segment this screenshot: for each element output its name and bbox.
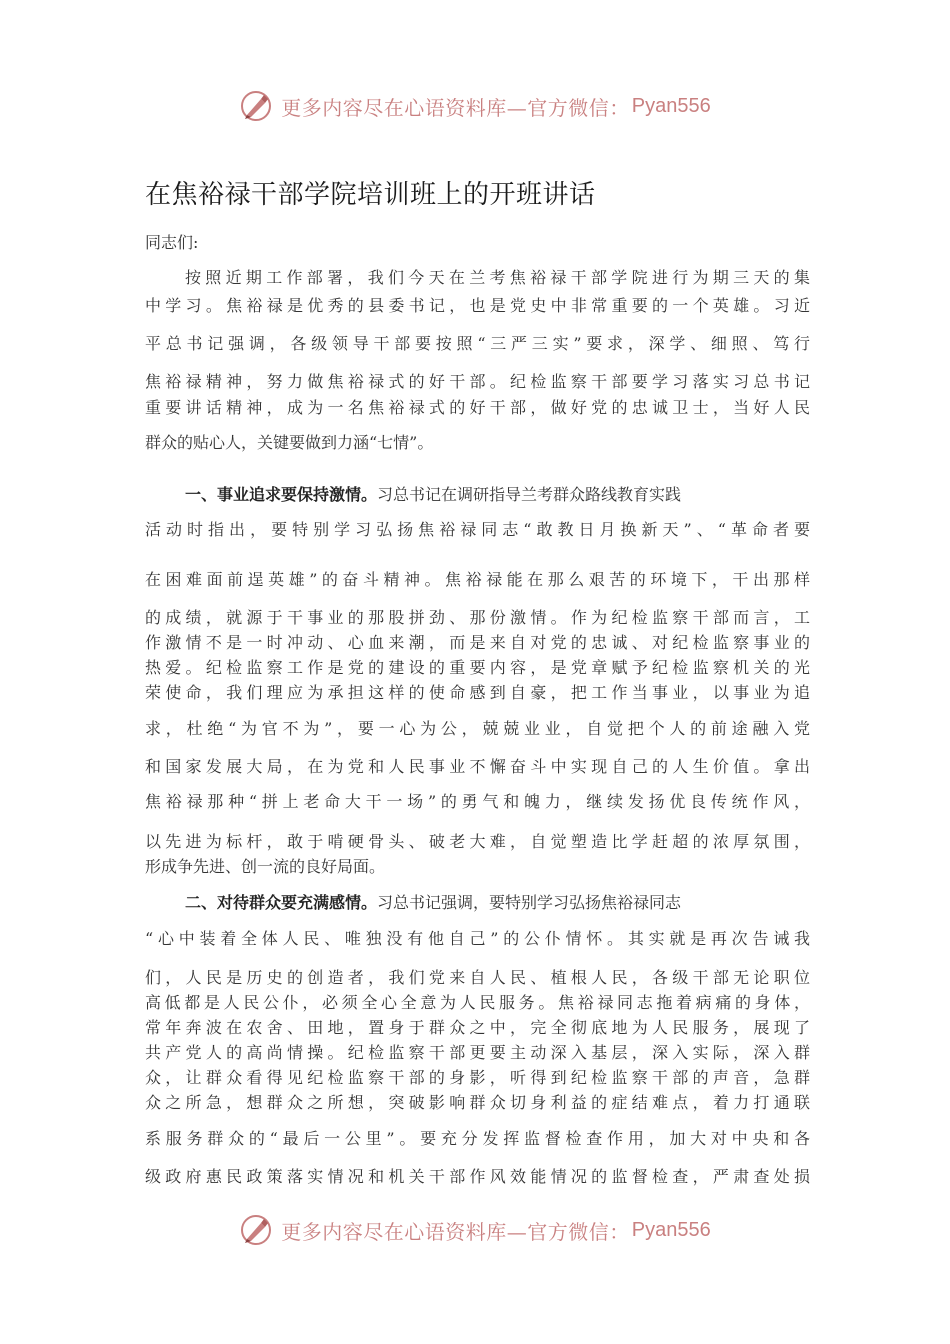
- body-line: 在困难面前逞英雄”的奋斗精神。焦裕禄能在那么艰苦的环境下，干出那样: [145, 570, 810, 589]
- body-line: 平总书记强调，各级领导干部要按照“三严三实”要求，深学、细照、笃行: [145, 334, 810, 353]
- body-line: 众之所急，想群众之所想，突破影响群众切身利益的症结难点，着力打通联: [145, 1093, 810, 1112]
- section-heading-1: 一、事业追求要保持激情。: [185, 485, 378, 504]
- body-line: 级政府惠民政策落实情况和机关干部作风效能情况的监督检查，严肃查处损: [145, 1167, 810, 1186]
- body-line: 重要讲话精神，成为一名焦裕禄式的好干部，做好党的忠诚卫士，当好人民: [145, 398, 810, 417]
- body-line: 求，杜绝“为官不为”，要一心为公，兢兢业业，自觉把个人的前途融入党: [145, 719, 810, 738]
- watermark-text: 更多内容尽在心语资料库—官方微信：: [281, 1219, 630, 1244]
- body-line: 常年奔波在农舍、田地，置身于群众之中，完全彻底地为人民服务，展现了: [145, 1018, 810, 1037]
- watermark-text: 更多内容尽在心语资料库—官方微信：: [281, 95, 630, 120]
- body-line: 焦裕禄精神，努力做焦裕禄式的好干部。纪检监察干部要学习落实习总书记: [145, 372, 810, 391]
- body-line: 中学习。焦裕禄是优秀的县委书记，也是党史中非常重要的一个英雄。习近: [145, 296, 810, 315]
- body-line: 按照近期工作部署，我们今天在兰考焦裕禄干部学院进行为期三天的集: [185, 268, 810, 287]
- pen-logo-icon: [239, 1213, 273, 1247]
- body-line: 形成争先进、创一流的良好局面。: [145, 857, 386, 876]
- body-line: 的成绩，就源于干事业的那股拼劲、那份激情。作为纪检监察干部而言，工: [145, 608, 810, 627]
- body-line: 众，让群众看得见纪检监察干部的身影，听得到纪检监察干部的声音，急群: [145, 1068, 810, 1087]
- body-line: 热爱。纪检监察工作是党的建设的重要内容，是党章赋予纪检监察机关的光: [145, 658, 810, 677]
- pen-logo-icon: [239, 89, 273, 123]
- body-line: 和国家发展大局，在为党和人民事业不懈奋斗中实现自己的人生价值。拿出: [145, 757, 810, 776]
- watermark-banner-top: [0, 84, 950, 128]
- body-line: 作激情不是一时冲动、心血来潮，而是来自对党的忠诚、对纪检监察事业的: [145, 633, 810, 652]
- body-line: 高低都是人民公仆，必须全心全意为人民服务。焦裕禄同志拖着病痛的身体，: [145, 993, 810, 1012]
- body-line: 们，人民是历史的创造者，我们党来自人民、植根人民，各级干部无论职位: [145, 968, 810, 987]
- watermark-wechat-id: Pyan556: [631, 94, 711, 117]
- body-line: 荣使命，我们理应为承担这样的使命感到自豪，把工作当事业，以事业为追: [145, 683, 810, 702]
- body-line: 系服务群众的“最后一公里”。要充分发挥监督检查作用，加大对中央和各: [145, 1129, 810, 1148]
- body-line: 群众的贴心人，关键要做到力涵“七情”。: [145, 433, 434, 452]
- body-line: “心中装着全体人民、唯独没有他自己”的公仆情怀。其实就是再次告诫我: [145, 929, 810, 948]
- body-line: 共产党人的高尚情操。纪检监察干部更要主动深入基层，深入实际，深入群: [145, 1043, 810, 1062]
- section-one-first-line: 一、事业追求要保持激情。习总书记在调研指导兰考群众路线教育实践: [185, 485, 682, 504]
- section-heading-2: 二、对待群众要充满感情。: [185, 893, 378, 912]
- body-line: 以先进为标杆，敢于啃硬骨头、破老大难，自觉塑造比学赶超的浓厚氛围，: [145, 832, 810, 851]
- body-line: 焦裕禄那种“拼上老命大干一场”的勇气和魄力，继续发扬优良传统作风，: [145, 792, 810, 811]
- salutation: 同志们:: [145, 233, 199, 252]
- document-title: 在焦裕禄干部学院培训班上的开班讲话: [145, 180, 596, 210]
- section-two-first-line: 二、对待群众要充满感情。习总书记强调，要特别学习弘扬焦裕禄同志: [185, 893, 682, 912]
- watermark-banner-bottom: [0, 1208, 950, 1252]
- body-line: 活动时指出，要特别学习弘扬焦裕禄同志“敢教日月换新天”、“革命者要: [145, 520, 810, 539]
- watermark-wechat-id: Pyan556: [631, 1218, 711, 1241]
